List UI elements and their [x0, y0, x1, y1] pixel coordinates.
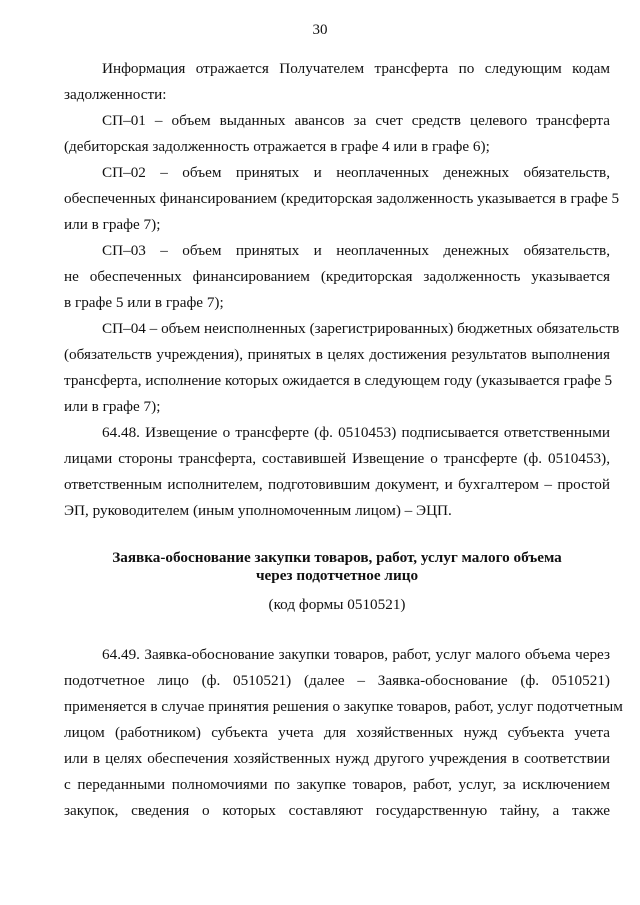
- section-heading: [64, 549, 610, 615]
- text-line: (обязательств учреждения), принятых в целях достижения результатов выполнения: [64, 346, 610, 363]
- text-line: лицами стороны трансферта, составившей Извещение о трансферте (ф. 0510453),: [64, 450, 610, 467]
- top-paragraph: [64, 238, 610, 316]
- text-line: задолженности:: [64, 86, 167, 103]
- top-paragraph: [64, 56, 610, 108]
- text-line: или в графе 7);: [64, 398, 161, 415]
- page-number: 30: [312, 22, 328, 38]
- text-line: ЭП, руководителем (иным уполномоченным лицом) – ЭЦП.: [64, 502, 452, 519]
- text-line: 64.48. Извещение о трансферте (ф. 0510453) подписывается ответственными: [102, 424, 610, 441]
- text-line: в графе 5 или в графе 7);: [64, 294, 224, 311]
- text-line: закупок, сведения о которых составляют государственную тайну, а также: [64, 802, 610, 819]
- section-heading-line-2: через подотчетное лицо: [255, 567, 419, 584]
- top-paragraph: [64, 160, 620, 238]
- text-line: не обеспеченных финансированием (кредиторская задолженность указывается: [64, 268, 610, 285]
- text-line: лицом (работником) субъекта учета для хозяйственных нужд субъекта учета: [64, 724, 610, 741]
- section-heading-line-1: Заявка-обоснование закупки товаров, работ, услуг малого объема: [112, 549, 562, 566]
- text-line: Информация отражается Получателем трансферта по следующим кодам: [102, 60, 610, 77]
- text-line: СП–04 – объем неисполненных (зарегистрированных) бюджетных обязательств: [102, 320, 620, 337]
- top-paragraph: [64, 316, 620, 420]
- text-line: или в целях обеспечения хозяйственных нужд другого учреждения в соответствии: [64, 750, 610, 767]
- text-line: применяется в случае принятия решения о закупке товаров, работ, услуг подотчетным: [64, 698, 623, 715]
- bottom-paragraph: [64, 642, 623, 824]
- text-line: ответственным исполнителем, подготовившим документ, и бухгалтером – простой: [64, 476, 610, 493]
- text-line: или в графе 7);: [64, 216, 161, 233]
- text-line: СП–02 – объем принятых и неоплаченных денежных обязательств,: [102, 164, 610, 181]
- text-line: трансферта, исполнение которых ожидается в следующем году (указывается графе 5: [64, 372, 613, 389]
- text-line: с переданными полномочиями по закупке товаров, работ, услуг, за исключением: [64, 776, 610, 793]
- top-paragraph: [64, 108, 610, 160]
- text-line: подотчетное лицо (ф. 0510521) (далее – Заявка-обоснование (ф. 0510521): [64, 672, 610, 689]
- body-text-bottom: [64, 642, 623, 824]
- top-paragraph: [64, 420, 610, 524]
- text-line: СП–03 – объем принятых и неоплаченных денежных обязательств,: [102, 242, 610, 259]
- text-line: 64.49. Заявка-обоснование закупки товаров, работ, услуг малого объема через: [102, 646, 610, 663]
- text-line: СП–01 – объем выданных авансов за счет средств целевого трансферта: [102, 112, 610, 129]
- text-line: (дебиторская задолженность отражается в графе 4 или в графе 6);: [64, 138, 490, 155]
- body-text-top: [64, 56, 620, 524]
- form-code: (код формы 0510521): [268, 596, 406, 613]
- text-line: обеспеченных финансированием (кредиторская задолженность указывается в графе 5: [64, 190, 620, 207]
